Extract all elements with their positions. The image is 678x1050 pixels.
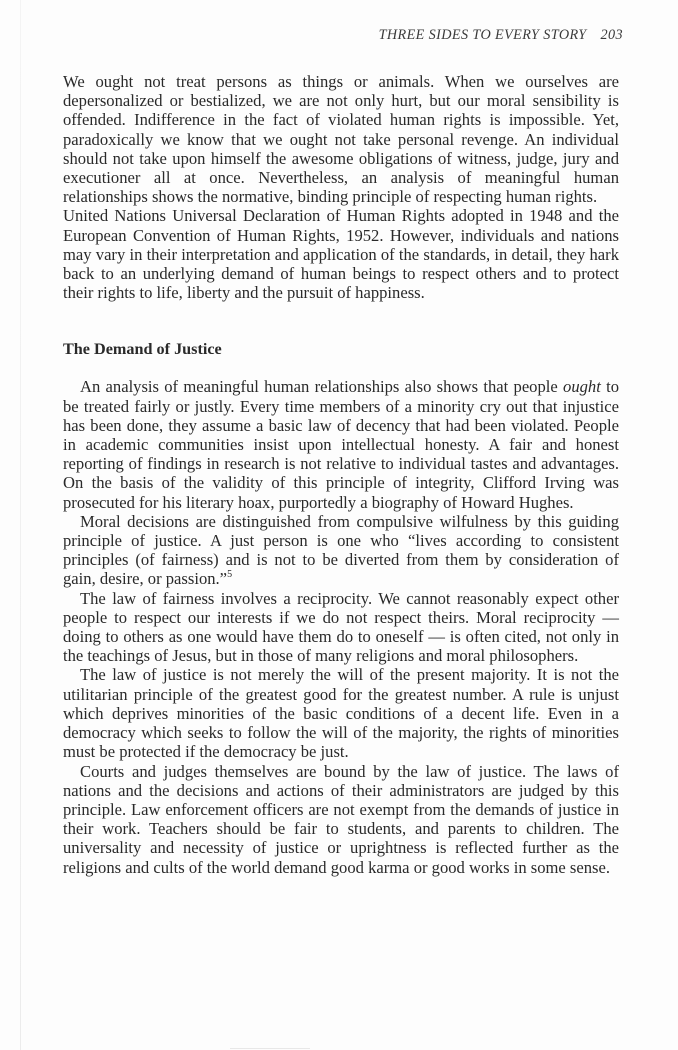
emphasis-ought: ought xyxy=(563,377,601,397)
paragraph-moral-decisions xyxy=(63,512,619,589)
footnote-marker[interactable]: 5 xyxy=(227,569,233,581)
paragraph-justice-intro xyxy=(63,377,619,511)
text-span: Moral decisions are distinguished from compulsive wilfulness by this guiding principle of justice. A just person is one who “lives according to consistent principles (of fairness) and is not to be diverted from them by consideration of gain, desire, or passion.” xyxy=(63,511,619,589)
paragraph-majority: The law of justice is not merely the will of the present majority. It is not the utilitarian principle of the greatest good for the greatest number. A rule is unjust which deprives minorities of the basic conditions of a decent life. Even in a democracy which seeks to follow the will of the majority, the rights of minorities must be protected if the democracy be just. xyxy=(63,665,619,762)
page-number: 203 xyxy=(600,27,623,43)
text-span: to be treated fairly or justly. Every time members of a minority cry out that injustice has been done, they assume a basic law of decency that had been violated. People in academic communities insist upon intellectual honesty. A fair and honest reporting of findings in research is not relative to individual tastes and advantages. On the basis of the validity of this principle of integrity, Clifford Irving was prosecuted for his literary hoax, purportedly a biography of Howard Hughes. xyxy=(63,377,619,512)
page-body xyxy=(63,72,619,877)
running-head-title: THREE SIDES TO EVERY STORY xyxy=(378,27,587,43)
page-edge xyxy=(20,0,21,1050)
paragraph-un-declaration: United Nations Universal Declaration of Human Rights adopted in 1948 and the European Convention of Human Rights, 1952. However, individuals and nations may vary in their interpretation and application of the standards, in detail, they hark back to an underlying demand of human beings to respect others and to protect their rights to life, liberty and the pursuit of happiness. xyxy=(63,206,619,303)
paragraph-reciprocity: The law of fairness involves a reciprocity. We cannot reasonably expect other people to respect our interests if we do not respect theirs. Moral reciprocity — doing to others as one would have them do to oneself — is often cited, not only in the teachings of Jesus, but in those of many religions and moral philosophers. xyxy=(63,588,619,666)
section-heading: The Demand of Justice xyxy=(63,340,222,359)
paragraph-human-rights: We ought not treat persons as things or animals. When we ourselves are depersonalized or bestialized, we are not only hurt, but our moral sensibility is offended. Indifference in the fact of violated human rights is impossible. Yet, paradoxically we know that we ought not take personal revenge. An individual should not take upon himself the awesome obligations of witness, judge, jury and executioner all at once. Nevertheless, an analysis of meaningful human relationships shows the normative, binding principle of respecting human rights. xyxy=(63,72,619,207)
running-head xyxy=(379,27,623,44)
scan-artifact xyxy=(230,1048,310,1049)
text-span: An analysis of meaningful human relationships also shows that people xyxy=(80,377,564,397)
paragraph-courts: Courts and judges themselves are bound by the law of justice. The laws of nations and the decisions and actions of their administrators are judged by this principle. Law enforcement officers are not exempt from the demands of justice in their work. Teachers should be fair to students, and parents to children. The universality and necessity of justice or uprightness is reflected further as the religions and cults of the world demand good karma or good works in some sense. xyxy=(63,761,619,877)
